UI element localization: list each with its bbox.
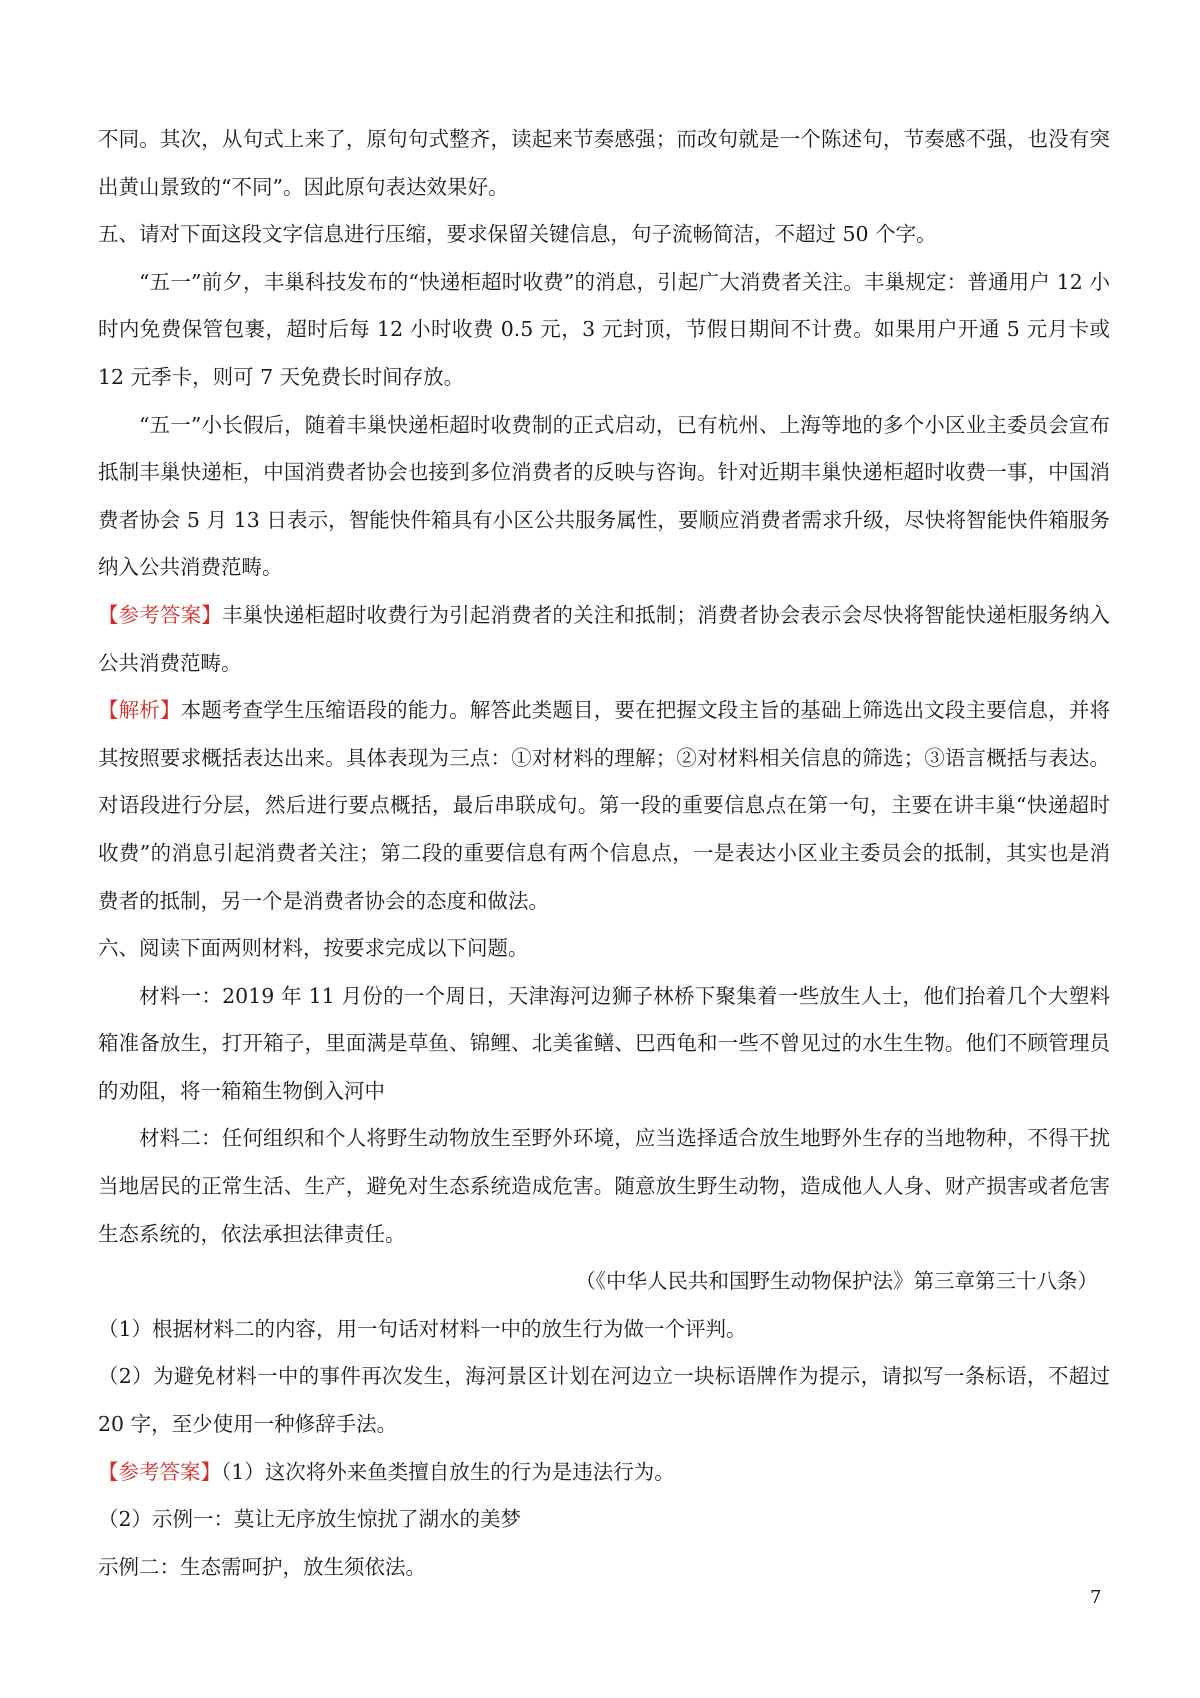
question-6-prompt: 六、阅读下面两则材料，按要求完成以下问题。 — [98, 936, 529, 961]
paragraph-continuation: 不同。其次，从句式上来了，原句句式整齐，读起来节奏感强；而改句就是一个陈述句，节奏感不强，也没有突出黄山景致的“不同”。因此原句表达效果好。 — [98, 127, 1110, 199]
answer-text: 丰巢快递柜超时收费行为引起消费者的关注和抵制；消费者协会表示会尽快将智能快递柜服务纳入公共消费范畴。 — [98, 602, 1110, 675]
answer-tag: 【参考答案】 — [98, 1459, 221, 1484]
question-6-answer-example-1: （2）示例一：莫让无序放生惊扰了湖水的美梦 — [98, 1507, 522, 1532]
question-6-sub-2: （2）为避免材料一中的事件再次发生，海河景区计划在河边立一块标语牌作为提示，请拟写一条标语，不超过 20 字，至少使用一种修辞手法。 — [98, 1364, 1110, 1437]
question-5-material-1: “五一”前夕，丰巢科技发布的“快递柜超时收费”的消息，引起广大消费者关注。丰巢规定：普通用户 12 小时内免费保管包裹，超时后每 12 小时收费 0.5 元，3 元封顶，节假日期间不计费。如果用户开通 5 元月卡或 12 元季卡，则可 7 天免费长时间存放。 — [98, 269, 1110, 389]
question-6-material-1: 材料一：2019 年 11 月份的一个周日，天津海河边狮子林桥下聚集着一些放生人士，他们抬着几个大塑料箱准备放生，打开箱子，里面满是草鱼、锦鲤、北美雀鳝、巴西龟和一些不曾见过的水生生物。他们不顾管理员的劝阻，将一箱箱生物倒入河中 — [98, 983, 1110, 1103]
question-6-answer — [98, 1449, 1110, 1497]
question-5-answer — [98, 592, 1110, 687]
answer-tag: 【参考答案】 — [98, 602, 222, 627]
question-6-answer-example-2: 示例二：生态需呵护，放生须依法。 — [98, 1554, 426, 1579]
question-5-analysis — [98, 687, 1110, 925]
question-5-prompt: 五、请对下面这段文字信息进行压缩，要求保留关键信息，句子流畅简洁，不超过 50 个字。 — [98, 222, 937, 247]
answer-text: （1）这次将外来鱼类擅自放生的行为是违法行为。 — [221, 1459, 675, 1484]
question-5-material-2: “五一”小长假后，随着丰巢快递柜超时收费制的正式启动，已有杭州、上海等地的多个小区业主委员会宣布抵制丰巢快递柜，中国消费者协会也接到多位消费者的反映与咨询。针对近期丰巢快递柜超时收费一事，中国消费者协会 5 月 13 日表示，智能快件箱具有小区公共服务属性，要顺应消费者需求升级，尽快将智能快件箱服务纳入公共消费范畴。 — [98, 412, 1110, 580]
document-body — [98, 116, 1110, 1591]
question-6-material-2: 材料二：任何组织和个人将野生动物放生至野外环境，应当选择适合放生地野外生存的当地物种，不得干扰当地居民的正常生活、生产，避免对生态系统造成危害。随意放生野生动物，造成他人人身、财产损害或者危害生态系统的，依法承担法律责任。 — [98, 1126, 1110, 1246]
question-6-source-citation: （《中华人民共和国野生动物保护法》第三章第三十八条） — [575, 1269, 1098, 1294]
analysis-text: 本题考查学生压缩语段的能力。解答此类题目，要在把握文段主旨的基础上筛选出文段主要信息，并将其按照要求概括表达出来。具体表现为三点：①对材料的理解；②对材料相关信息的筛选；③语言概括与表达。对语段进行分层，然后进行要点概括，最后串联成句。第一段的重要信息点在第一句，主要在讲丰巢“快递超时收费”的消息引起消费者关注；第二段的重要信息有两个信息点，一是表达小区业主委员会的抵制，其实也是消费者的抵制，另一个是消费者协会的态度和做法。 — [98, 698, 1110, 913]
question-6-sub-1: （1）根据材料二的内容，用一句话对材料一中的放生行为做一个评判。 — [98, 1316, 747, 1341]
analysis-tag: 【解析】 — [98, 698, 181, 723]
page-number: 7 — [1090, 1587, 1102, 1608]
